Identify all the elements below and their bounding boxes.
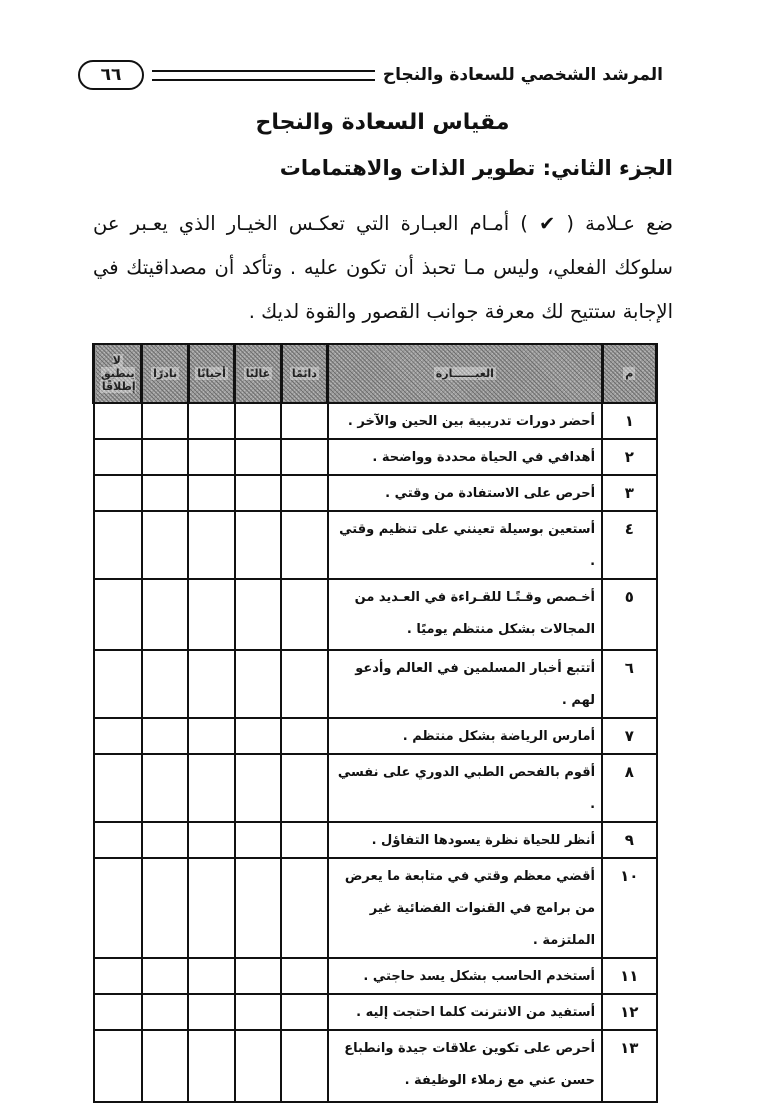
row-statement: أخـصص وقـتًـا للقـراءة في العـديد من المجالات بشكل منتظم يوميًا . bbox=[328, 579, 602, 650]
row-number: ١٣ bbox=[602, 1030, 656, 1102]
table-row bbox=[94, 754, 657, 822]
survey-table bbox=[92, 343, 658, 1103]
answer-cell-rarely[interactable] bbox=[142, 650, 188, 718]
answer-cell-always[interactable] bbox=[281, 403, 327, 439]
row-statement: أحرص على تكوين علاقات جيدة وانطباع حسن عني مع زملاء الوظيفة . bbox=[328, 1030, 602, 1102]
answer-cell-sometimes[interactable] bbox=[188, 958, 234, 994]
answer-cell-never[interactable] bbox=[94, 754, 142, 822]
row-statement: أنظر للحياة نظرة يسودها التفاؤل . bbox=[328, 822, 602, 858]
row-statement: أستخدم الحاسب بشكل يسد حاجتي . bbox=[328, 958, 602, 994]
answer-cell-often[interactable] bbox=[235, 511, 281, 579]
row-number: ١٠ bbox=[602, 858, 656, 958]
running-header bbox=[78, 58, 663, 92]
answer-cell-never[interactable] bbox=[94, 994, 142, 1030]
answer-cell-never[interactable] bbox=[94, 958, 142, 994]
answer-cell-sometimes[interactable] bbox=[188, 754, 234, 822]
answer-cell-often[interactable] bbox=[235, 754, 281, 822]
row-statement: أحضر دورات تدريبية بين الحين والآخر . bbox=[328, 403, 602, 439]
row-number: ٤ bbox=[602, 511, 656, 579]
answer-cell-rarely[interactable] bbox=[142, 511, 188, 579]
answer-cell-rarely[interactable] bbox=[142, 439, 188, 475]
row-number: ٥ bbox=[602, 579, 656, 650]
answer-cell-always[interactable] bbox=[281, 754, 327, 822]
table-row bbox=[94, 511, 657, 579]
answer-cell-often[interactable] bbox=[235, 579, 281, 650]
answer-cell-always[interactable] bbox=[281, 822, 327, 858]
table-row bbox=[94, 579, 657, 650]
answer-cell-always[interactable] bbox=[281, 858, 327, 958]
table-header-row bbox=[94, 344, 657, 403]
row-number: ١١ bbox=[602, 958, 656, 994]
row-statement: أحرص على الاستفادة من وقتي . bbox=[328, 475, 602, 511]
answer-cell-never[interactable] bbox=[94, 579, 142, 650]
row-statement: أقوم بالفحص الطبي الدوري على نفسي . bbox=[328, 754, 602, 822]
answer-cell-often[interactable] bbox=[235, 958, 281, 994]
answer-cell-sometimes[interactable] bbox=[188, 994, 234, 1030]
row-statement: أقضي معظم وقتي في متابعة ما يعرض من برامج في القنوات الفضائية غير الملتزمة . bbox=[328, 858, 602, 958]
answer-cell-always[interactable] bbox=[281, 511, 327, 579]
answer-cell-often[interactable] bbox=[235, 439, 281, 475]
table-body bbox=[94, 403, 657, 1102]
header-sometimes: أحيانًا bbox=[188, 344, 234, 403]
answer-cell-rarely[interactable] bbox=[142, 754, 188, 822]
answer-cell-always[interactable] bbox=[281, 718, 327, 754]
answer-cell-often[interactable] bbox=[235, 650, 281, 718]
row-statement: أتتبع أخبار المسلمين في العالم وأدعو لهم . bbox=[328, 650, 602, 718]
row-number: ٣ bbox=[602, 475, 656, 511]
answer-cell-never[interactable] bbox=[94, 475, 142, 511]
book-title: المرشد الشخصي للسعادة والنجاح bbox=[382, 65, 663, 85]
answer-cell-sometimes[interactable] bbox=[188, 650, 234, 718]
table-row bbox=[94, 475, 657, 511]
answer-cell-always[interactable] bbox=[281, 1030, 327, 1102]
check-mark-icon: ✔ bbox=[538, 212, 556, 235]
row-number: ٨ bbox=[602, 754, 656, 822]
answer-cell-always[interactable] bbox=[281, 650, 327, 718]
answer-cell-always[interactable] bbox=[281, 994, 327, 1030]
table-row bbox=[94, 958, 657, 994]
header-rarely: نادرًا bbox=[142, 344, 188, 403]
row-number: ٦ bbox=[602, 650, 656, 718]
table-row bbox=[94, 718, 657, 754]
table-row bbox=[94, 994, 657, 1030]
answer-cell-often[interactable] bbox=[235, 403, 281, 439]
page-number: ٦٦ bbox=[78, 60, 144, 90]
answer-cell-often[interactable] bbox=[235, 1030, 281, 1102]
table-row bbox=[94, 858, 657, 958]
header-num: م bbox=[602, 344, 656, 403]
answer-cell-rarely[interactable] bbox=[142, 403, 188, 439]
instructions-paragraph bbox=[93, 202, 673, 334]
table-row bbox=[94, 822, 657, 858]
table-row bbox=[94, 439, 657, 475]
answer-cell-rarely[interactable] bbox=[142, 858, 188, 958]
answer-cell-never[interactable] bbox=[94, 718, 142, 754]
table-row bbox=[94, 1030, 657, 1102]
answer-cell-rarely[interactable] bbox=[142, 475, 188, 511]
answer-cell-never[interactable] bbox=[94, 439, 142, 475]
answer-cell-rarely[interactable] bbox=[142, 958, 188, 994]
answer-cell-never[interactable] bbox=[94, 511, 142, 579]
row-statement: أهدافي في الحياة محددة وواضحة . bbox=[328, 439, 602, 475]
answer-cell-always[interactable] bbox=[281, 439, 327, 475]
row-number: ١٢ bbox=[602, 994, 656, 1030]
answer-cell-never[interactable] bbox=[94, 403, 142, 439]
answer-cell-often[interactable] bbox=[235, 994, 281, 1030]
answer-cell-often[interactable] bbox=[235, 858, 281, 958]
part-heading: الجزء الثاني: تطوير الذات والاهتمامات bbox=[279, 156, 673, 180]
instructions-text-end: ) أمـام العبـارة التي تعكـس الخيـار الذي يعـبر عن سلوكك الفعلي، وليس مـا تحبذ أن تكون عليه . وتأكد أن مصداقيتك في الإجابة ستتيح لك معرفة جوانب القصور والقوة لديك . bbox=[93, 212, 673, 323]
answer-cell-always[interactable] bbox=[281, 579, 327, 650]
row-statement: أستعين بوسيلة تعينني على تنظيم وقتي . bbox=[328, 511, 602, 579]
page-title: مقياس السعادة والنجاح bbox=[255, 110, 510, 135]
answer-cell-sometimes[interactable] bbox=[188, 858, 234, 958]
answer-cell-always[interactable] bbox=[281, 475, 327, 511]
row-number: ٢ bbox=[602, 439, 656, 475]
header-often: غالبًا bbox=[235, 344, 281, 403]
row-statement: أمارس الرياضة بشكل منتظم . bbox=[328, 718, 602, 754]
header-rule bbox=[152, 70, 375, 81]
answer-cell-sometimes[interactable] bbox=[188, 475, 234, 511]
instructions-text-start: ضع عـلامة ( bbox=[566, 212, 674, 235]
answer-cell-often[interactable] bbox=[235, 822, 281, 858]
answer-cell-rarely[interactable] bbox=[142, 579, 188, 650]
answer-cell-never[interactable] bbox=[94, 650, 142, 718]
answer-cell-never[interactable] bbox=[94, 1030, 142, 1102]
answer-cell-sometimes[interactable] bbox=[188, 511, 234, 579]
answer-cell-sometimes[interactable] bbox=[188, 718, 234, 754]
answer-cell-rarely[interactable] bbox=[142, 1030, 188, 1102]
header-always: دائمًا bbox=[281, 344, 327, 403]
answer-cell-sometimes[interactable] bbox=[188, 579, 234, 650]
answer-cell-sometimes[interactable] bbox=[188, 439, 234, 475]
row-number: ٩ bbox=[602, 822, 656, 858]
table-row bbox=[94, 650, 657, 718]
answer-cell-never[interactable] bbox=[94, 822, 142, 858]
answer-cell-sometimes[interactable] bbox=[188, 822, 234, 858]
header-statement: العبــــــارة bbox=[328, 344, 602, 403]
answer-cell-sometimes[interactable] bbox=[188, 1030, 234, 1102]
header-never: لا ينطبق إطلاقًا bbox=[94, 344, 142, 403]
answer-cell-rarely[interactable] bbox=[142, 822, 188, 858]
answer-cell-always[interactable] bbox=[281, 958, 327, 994]
answer-cell-rarely[interactable] bbox=[142, 718, 188, 754]
answer-cell-rarely[interactable] bbox=[142, 994, 188, 1030]
table-row bbox=[94, 403, 657, 439]
answer-cell-often[interactable] bbox=[235, 718, 281, 754]
row-number: ٧ bbox=[602, 718, 656, 754]
answer-cell-sometimes[interactable] bbox=[188, 403, 234, 439]
row-statement: أستفيد من الانترنت كلما احتجت إليه . bbox=[328, 994, 602, 1030]
answer-cell-never[interactable] bbox=[94, 858, 142, 958]
answer-cell-often[interactable] bbox=[235, 475, 281, 511]
row-number: ١ bbox=[602, 403, 656, 439]
